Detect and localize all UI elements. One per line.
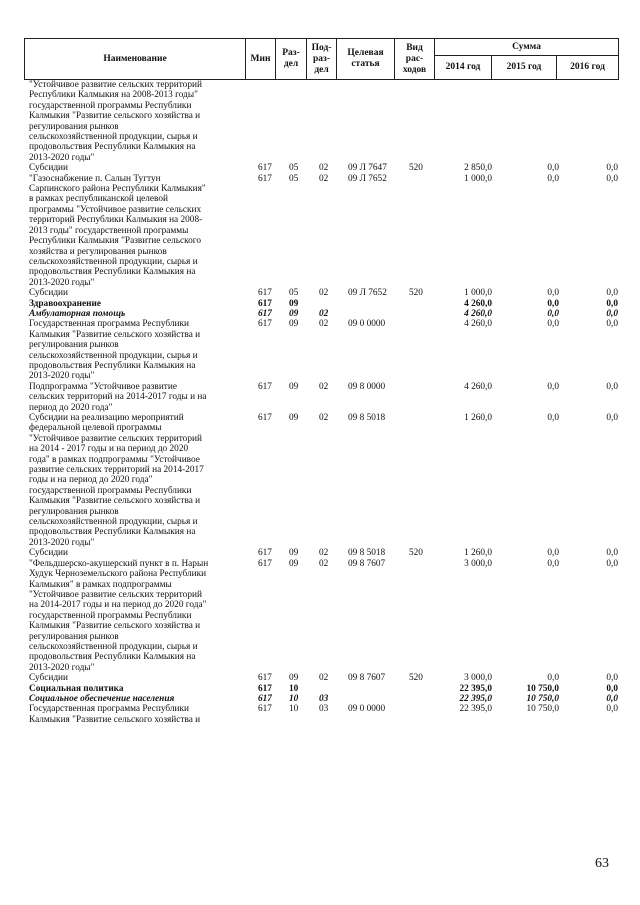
- cell-rz: 10: [289, 693, 299, 704]
- cell-pr: 02: [319, 163, 329, 174]
- cell-s3: 0,0: [606, 673, 618, 684]
- table-row: [24, 704, 618, 725]
- cell-pr: 02: [319, 381, 329, 392]
- cell-rz: 09: [289, 381, 299, 392]
- row-name: Субсидии: [29, 673, 69, 684]
- table-row: [24, 559, 618, 673]
- cell-s2: 10 750,0: [526, 704, 559, 715]
- cell-cs: 09 8 5018: [348, 413, 386, 423]
- cell-vr: 520: [409, 548, 423, 559]
- cell-rz: 09: [289, 558, 299, 569]
- cell-s1: 22 395,0: [459, 693, 492, 704]
- cell-s1: 3 000,0: [464, 558, 492, 569]
- cell-vr: 520: [409, 288, 423, 299]
- cell-s1: 2 850,0: [464, 163, 492, 174]
- table-body: [24, 80, 618, 725]
- cell-min: 617: [258, 413, 272, 423]
- cell-s3: 0,0: [606, 173, 618, 184]
- cell-s1: 4 260,0: [464, 308, 492, 319]
- cell-min: 617: [258, 381, 272, 392]
- cell-cs: 09 8 7607: [348, 673, 386, 684]
- cell-pr: 02: [319, 319, 329, 330]
- cell-min: 617: [258, 558, 272, 569]
- col-2016-header: 2016 год: [557, 56, 619, 80]
- cell-cs: 09 0 0000: [348, 704, 386, 715]
- cell-cs: 09 Л 7647: [348, 163, 387, 174]
- cell-cs: 09 8 5018: [348, 548, 386, 559]
- cell-vr: 520: [409, 163, 423, 174]
- cell-s3: 0,0: [606, 548, 618, 559]
- cell-pr: 02: [319, 558, 329, 569]
- cell-s2: 0,0: [547, 673, 559, 684]
- table-row: [24, 548, 618, 558]
- cell-min: 617: [258, 298, 272, 309]
- col-min-header: Мин: [246, 39, 276, 80]
- cell-rz: 10: [289, 704, 299, 715]
- cell-s1: 1 000,0: [464, 173, 492, 184]
- cell-min: 617: [258, 548, 272, 559]
- cell-cs: 09 Л 7652: [348, 288, 387, 299]
- cell-rz: 10: [289, 683, 299, 694]
- cell-s3: 0,0: [606, 298, 618, 309]
- cell-pr: 02: [319, 548, 329, 559]
- cell-min: 617: [258, 673, 272, 684]
- cell-cs: 09 8 7607: [348, 558, 386, 569]
- cell-s1: 3 000,0: [464, 673, 492, 684]
- cell-pr: 02: [319, 308, 329, 319]
- table-row: [24, 80, 618, 163]
- table-row: [24, 299, 618, 309]
- cell-s3: 0,0: [606, 381, 618, 392]
- cell-rz: 09: [289, 308, 299, 319]
- cell-rz: 09: [289, 413, 299, 423]
- cell-s3: 0,0: [606, 319, 618, 330]
- cell-s1: 22 395,0: [459, 704, 492, 715]
- cell-min: 617: [258, 319, 272, 330]
- cell-s2: 0,0: [547, 548, 559, 559]
- cell-s3: 0,0: [606, 163, 618, 174]
- cell-s3: 0,0: [606, 413, 618, 423]
- row-name: "Устойчивое развитие сельских территорий Республики Калмыкия на 2008-2013 годы" государственной программы Республики Калмыкия "Развитие сельского хозяйства и регулирования рынков сельскохозяйственной продукции, сырья и продовольствия Республики Калмыкия на 2013-2020 годы": [29, 80, 202, 163]
- cell-s1: 1 260,0: [464, 413, 492, 423]
- table-row: [24, 309, 618, 319]
- cell-s1: 4 260,0: [464, 381, 492, 392]
- cell-s3: 0,0: [606, 308, 618, 319]
- cell-min: 617: [258, 163, 272, 174]
- cell-s2: 0,0: [547, 381, 559, 392]
- table-row: [24, 694, 618, 704]
- row-name: Государственная программа Республики Калмыкия "Развитие сельского хозяйства и: [29, 704, 201, 725]
- cell-s2: 0,0: [547, 319, 559, 330]
- cell-s1: 4 260,0: [464, 319, 492, 330]
- row-name: Здравоохранение: [29, 298, 102, 309]
- row-name: Субсидии на реализацию мероприятий федеральной целевой программы "Устойчивое развитие сельских территорий на 2014 - 2017 годы и на период до 2020 года" в рамках подпрограммы "Устойчивое развитие сельских территорий на 2014-2017 годы и на период до 2020 года" государственной программы Республики Калмыкия "Развитие сельского хозяйства и регулирования рынков сельскохозяйственной продукции, сырья и продовольствия Республики Калмыкия на 2013-2020 годы": [29, 413, 204, 548]
- row-name: Субсидии: [29, 548, 69, 559]
- page-number: 63: [595, 856, 609, 871]
- cell-s3: 0,0: [606, 704, 618, 715]
- cell-min: 617: [258, 693, 272, 704]
- cell-rz: 09: [289, 548, 299, 559]
- cell-s3: 0,0: [606, 683, 618, 694]
- cell-s2: 0,0: [547, 558, 559, 569]
- cell-cs: 09 8 0000: [348, 381, 386, 392]
- cell-s2: 10 750,0: [526, 683, 559, 694]
- table-row: [24, 174, 618, 288]
- cell-cs: 09 0 0000: [348, 319, 386, 330]
- cell-rz: 09: [289, 298, 299, 309]
- cell-s2: 0,0: [547, 288, 559, 299]
- row-name: Субсидии: [29, 288, 69, 299]
- cell-min: 617: [258, 288, 272, 299]
- table-row: [24, 684, 618, 694]
- table-row: [24, 288, 618, 298]
- cell-min: 617: [258, 704, 272, 715]
- cell-s3: 0,0: [606, 693, 618, 704]
- cell-min: 617: [258, 173, 272, 184]
- cell-s3: 0,0: [606, 558, 618, 569]
- cell-pr: 02: [319, 673, 329, 684]
- col-name-header: Наименование: [25, 39, 246, 80]
- cell-s1: 4 260,0: [464, 298, 492, 309]
- col-statya-header: Целевая статья: [337, 39, 395, 80]
- cell-rz: 05: [289, 163, 299, 174]
- col-vid-header: Вид рас- ходов: [395, 39, 435, 80]
- cell-pr: 02: [319, 413, 329, 423]
- cell-rz: 09: [289, 319, 299, 330]
- table-row: [24, 673, 618, 683]
- table-row: [24, 163, 618, 173]
- cell-s1: 1 000,0: [464, 288, 492, 299]
- cell-pr: 03: [319, 693, 329, 704]
- table-row: [24, 319, 618, 381]
- cell-s1: 22 395,0: [459, 683, 492, 694]
- col-razdel-header: Раз- дел: [276, 39, 307, 80]
- cell-s3: 0,0: [606, 288, 618, 299]
- cell-min: 617: [258, 683, 272, 694]
- cell-vr: 520: [409, 673, 423, 684]
- table-header: [24, 38, 619, 80]
- cell-s2: 0,0: [547, 413, 559, 423]
- col-podrazdel-header: Под- раз- дел: [307, 39, 337, 80]
- row-name: Субсидии: [29, 163, 69, 174]
- row-name: Социальная политика: [29, 683, 124, 694]
- cell-pr: 02: [319, 288, 329, 299]
- cell-pr: 03: [319, 704, 329, 715]
- cell-s2: 0,0: [547, 163, 559, 174]
- col-2014-header: 2014 год: [435, 56, 492, 80]
- row-name: "Фельдшерско-акушерский пункт в п. Нарын Худук Черноземельского района Республики Калмыкия" в рамках подпрограммы "Устойчивое развитие сельских территорий на 2014-2017 годы и на период до 2020 года" государственной программы Республики Калмыкия "Развитие сельского хозяйства и регулирования рынков сельскохозяйственной продукции, сырья и продовольствия Республики Калмыкия на 2013-2020 годы": [29, 558, 209, 673]
- row-name: "Газоснабжение п. Салын Тугтун Сарпинского района Республики Калмыкия" в рамках республиканской целевой программы "Устойчивое развитие сельских территорий Республики Калмыкия на 2008- 2013 годы" государственной программы Республики Калмыкия "Развитие сельского хозяйства и регулирования рынков сельскохозяйственной продукции, сырья и продовольствия Республики Калмыкия на 2013-2020 годы": [29, 173, 206, 288]
- cell-rz: 05: [289, 288, 299, 299]
- row-name: Подпрограмма "Устойчивое развитие сельских территорий на 2014-2017 годы и на период до 2020 года": [29, 381, 207, 413]
- cell-s1: 1 260,0: [464, 548, 492, 559]
- cell-s2: 0,0: [547, 298, 559, 309]
- cell-s2: 0,0: [547, 308, 559, 319]
- cell-s2: 0,0: [547, 173, 559, 184]
- table-row: [24, 382, 618, 413]
- cell-rz: 09: [289, 673, 299, 684]
- col-2015-header: 2015 год: [492, 56, 557, 80]
- row-name: Государственная программа Республики Калмыкия "Развитие сельского хозяйства и регулирования рынков сельскохозяйственной продукции, сырья и продовольствия Республики Калмыкия на 2013-2020 годы": [29, 319, 201, 382]
- cell-s2: 10 750,0: [526, 693, 559, 704]
- col-summa-header: Сумма: [435, 39, 619, 56]
- row-name: Амбулаторная помощь: [29, 308, 126, 319]
- row-name: Социальное обеспечение населения: [29, 693, 175, 704]
- cell-rz: 05: [289, 173, 299, 184]
- cell-cs: 09 Л 7652: [348, 173, 387, 184]
- table-row: [24, 413, 618, 548]
- cell-min: 617: [258, 308, 272, 319]
- cell-pr: 02: [319, 173, 329, 184]
